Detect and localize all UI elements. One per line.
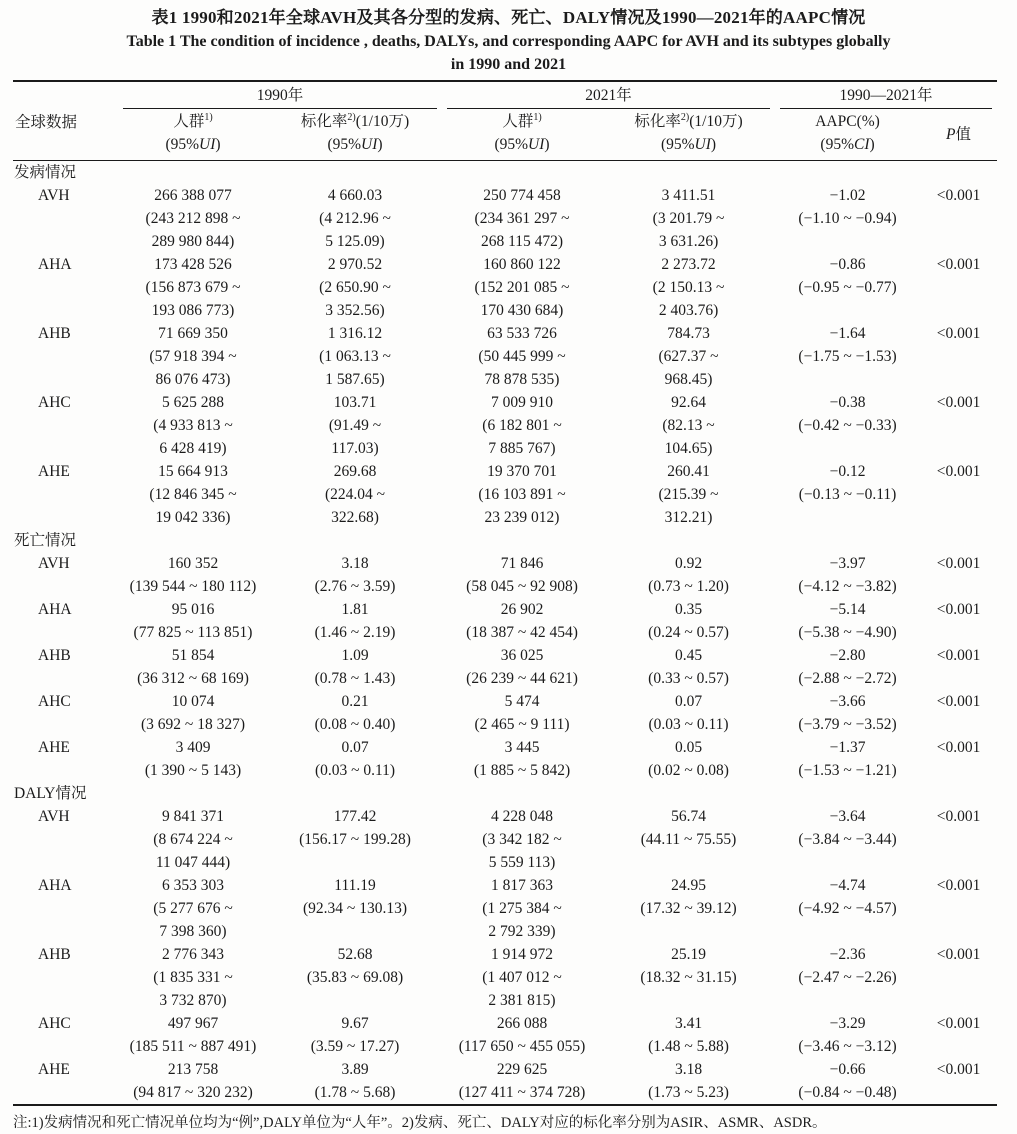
table-cell: <0.001 [936,1015,981,1032]
col-header-pop-1990: 人群$^{1)}$ (95%UI) [118,109,268,161]
table-cell: <0.001 [936,946,981,963]
table-cell: 103.71 (91.49 ~ 117.03) [328,394,382,457]
table-cell: 1.81 (1.46 ~ 2.19) [314,601,396,641]
table-row [13,460,997,529]
table-row [13,598,997,644]
section-label: 发病情况 [14,164,77,181]
col-header-pop-2021: 人群$^{1)}$ (95%UI) [442,109,602,161]
row-label: AHB [38,325,71,342]
table-cell: 0.92 (0.73 ~ 1.20) [648,555,729,595]
table-cell: 0.35 (0.24 ~ 0.57) [648,601,729,641]
table-cell: 0.45 (0.33 ~ 0.57) [648,647,729,687]
table-title-chinese: 表1 1990和2021年全球AVH及其各分型的发病、死亡、DALY情况及1990—2021年的AAPC情况 [151,8,866,27]
table-cell: <0.001 [936,739,981,756]
table-cell: 1 817 363 (1 275 384 ~ 2 792 339) [482,877,562,940]
table-cell: −0.38 (−0.42 ~ −0.33) [798,394,897,434]
table-footnote: 注:1)发病情况和死亡情况单位均为“例”,DALY单位为“人年”。2)发病、死亡、DALY对应的标化率分别为ASIR、ASMR、ASDR。 [13,1115,827,1131]
table-cell: 3.41 (1.48 ~ 5.88) [648,1015,729,1055]
table-cell: <0.001 [936,647,981,664]
table-cell: 260.41 (215.39 ~ 312.21) [658,463,719,526]
table-cell: 6 353 303 (5 277 676 ~ 7 398 360) [153,877,233,940]
row-label: AVH [38,808,70,825]
table-row [13,874,997,943]
table-cell: 1.09 (0.78 ~ 1.43) [314,647,396,687]
table-cell: 1 316.12 (1 063.13 ~ 1 587.65) [319,325,391,388]
table-cell: 213 758 (94 817 ~ 320 232) [133,1061,253,1101]
section-label: 死亡情况 [14,532,77,549]
table-cell: 51 854 (36 312 ~ 68 169) [137,647,249,687]
table-cell: 7 009 910 (6 182 801 ~ 7 885 767) [482,394,562,457]
section-row [13,161,997,185]
table-header [13,81,997,161]
table-cell: <0.001 [936,601,981,618]
table-row [13,1058,997,1105]
row-label: AHC [38,1015,71,1032]
table-cell: 3 445 (1 885 ~ 5 842) [473,739,571,779]
table-cell: 266 088 (117 650 ~ 455 055) [458,1015,586,1055]
table-cell: 71 669 350 (57 918 394 ~ 86 076 473) [149,325,237,388]
table-cell: 4 660.03 (4 212.96 ~ 5 125.09) [319,187,391,250]
group-header-1990-2021: 1990—2021年 [775,81,997,109]
table-title-english: Table 1 The condition of incidence , deaths, DALYs, and corresponding AAPC for AVH and its subtypes globally [126,33,891,50]
table-cell: 10 074 (3 692 ~ 18 327) [141,693,245,733]
row-label: AHE [38,739,70,756]
table-cell: <0.001 [936,325,981,342]
table-row [13,391,997,460]
section-label: DALY情况 [14,785,87,802]
table-cell: −3.64 (−3.84 ~ −3.44) [798,808,897,848]
table-row [13,1012,997,1058]
table-cell: 1 914 972 (1 407 012 ~ 2 381 815) [482,946,562,1009]
table-cell: −3.29 (−3.46 ~ −3.12) [798,1015,897,1055]
table-cell: 3 409 (1 390 ~ 5 143) [144,739,242,779]
col-header-pvalue: P值 [920,109,997,161]
table-cell: <0.001 [936,555,981,572]
table-cell: 3 411.51 (3 201.79 ~ 3 631.26) [652,187,725,250]
table-cell: 229 625 (127 411 ~ 374 728) [458,1061,586,1101]
table-cell: 19 370 701 (16 103 891 ~ 23 239 012) [478,463,566,526]
table-cell: 95 016 (77 825 ~ 113 851) [133,601,253,641]
table-cell: 9 841 371 (8 674 224 ~ 11 047 444) [153,808,233,871]
table-cell: 3.89 (1.78 ~ 5.68) [314,1061,396,1101]
row-label: AVH [38,555,70,572]
table-cell: 2 776 343 (1 835 331 ~ 3 732 870) [153,946,233,1009]
table-cell: 111.19 (92.34 ~ 130.13) [303,877,407,917]
table-cell: 9.67 (3.59 ~ 17.27) [310,1015,400,1055]
table-cell: −3.66 (−3.79 ~ −3.52) [798,693,897,733]
col-header-aapc: AAPC(%) (95%CI) [775,109,920,161]
data-table [13,80,997,1106]
table-row [13,322,997,391]
table-cell: 24.95 (17.32 ~ 39.12) [640,877,737,917]
stub-header: 全球数据 [13,81,118,161]
table-row [13,552,997,598]
table-cell: −1.02 (−1.10 ~ −0.94) [798,187,897,227]
row-label: AHA [38,601,72,618]
table-row [13,644,997,690]
table-cell: −2.80 (−2.88 ~ −2.72) [798,647,897,687]
table-cell: −5.14 (−5.38 ~ −4.90) [798,601,897,641]
table-cell: <0.001 [936,256,981,273]
table-row [13,805,997,874]
table-cell: 56.74 (44.11 ~ 75.55) [640,808,737,848]
row-label: AVH [38,187,70,204]
row-label: AHE [38,463,70,480]
row-label: AHB [38,647,71,664]
table-cell: <0.001 [936,1061,981,1078]
table-cell: −3.97 (−4.12 ~ −3.82) [798,555,897,595]
table-cell: 5 625 288 (4 933 813 ~ 6 428 419) [153,394,233,457]
table-row [13,184,997,253]
table-cell: −2.36 (−2.47 ~ −2.26) [798,946,897,986]
table-cell: −0.86 (−0.95 ~ −0.77) [798,256,897,296]
table-cell: 92.64 (82.13 ~ 104.65) [662,394,715,457]
table-cell: 0.07 (0.03 ~ 0.11) [314,739,396,779]
table-cell: <0.001 [936,877,981,894]
section-row [13,529,997,552]
group-header-2021: 2021年 [442,81,775,109]
table-cell: <0.001 [936,808,981,825]
table-cell: 2 970.52 (2 650.90 ~ 3 352.56) [319,256,391,319]
table-cell: 63 533 726 (50 445 999 ~ 78 878 535) [478,325,566,388]
row-label: AHB [38,946,71,963]
table-cell: 0.05 (0.02 ~ 0.08) [648,739,729,779]
table-cell: 5 474 (2 465 ~ 9 111) [474,693,570,733]
row-label: AHA [38,256,72,273]
table-cell: <0.001 [936,693,981,710]
table-cell: 160 352 (139 544 ~ 180 112) [129,555,257,595]
table-cell: 0.21 (0.08 ~ 0.40) [314,693,396,733]
col-header-rate-2021: 标化率$^{2)}$(1/10万) (95%UI) [602,109,775,161]
row-label: AHE [38,1061,70,1078]
table-cell: 497 967 (185 511 ~ 887 491) [129,1015,257,1055]
table-cell: 2 273.72 (2 150.13 ~ 2 403.76) [652,256,725,319]
table-cell: 52.68 (35.83 ~ 69.08) [306,946,404,986]
table-cell: 25.19 (18.32 ~ 31.15) [640,946,737,986]
row-label: AHA [38,877,72,894]
table-row [13,690,997,736]
table-cell: 3.18 (1.73 ~ 5.23) [648,1061,729,1101]
table-cell: −0.66 (−0.84 ~ −0.48) [798,1061,897,1101]
table-title-english-line2: in 1990 and 2021 [450,56,567,73]
table-cell: 71 846 (58 045 ~ 92 908) [466,555,578,595]
row-label: AHC [38,394,71,411]
row-label: AHC [38,693,71,710]
table-cell: 784.73 (627.37 ~ 968.45) [658,325,719,388]
table-cell: 26 902 (18 387 ~ 42 454) [466,601,578,641]
table-cell: 4 228 048 (3 342 182 ~ 5 559 113) [482,808,562,871]
col-header-rate-1990: 标化率$^{2)}$(1/10万) (95%UI) [268,109,442,161]
table-row [13,943,997,1012]
table-cell: 266 388 077 (243 212 898 ~ 289 980 844) [145,187,241,250]
table-cell: −4.74 (−4.92 ~ −4.57) [798,877,897,917]
table-cell: 250 774 458 (234 361 297 ~ 268 115 472) [474,187,570,250]
table-cell: −0.12 (−0.13 ~ −0.11) [798,463,897,503]
table-cell: 0.07 (0.03 ~ 0.11) [648,693,729,733]
table-cell: <0.001 [936,187,981,204]
table-cell: 173 428 526 (156 873 679 ~ 193 086 773) [145,256,241,319]
table-row [13,736,997,782]
table-cell: 177.42 (156.17 ~ 199.28) [299,808,411,848]
group-header-1990: 1990年 [118,81,442,109]
table-body [13,161,997,1106]
table-cell: 3.18 (2.76 ~ 3.59) [314,555,396,595]
table-cell: 269.68 (224.04 ~ 322.68) [324,463,386,526]
section-row [13,782,997,805]
table-cell: −1.37 (−1.53 ~ −1.21) [798,739,897,779]
table-cell: 36 025 (26 239 ~ 44 621) [466,647,578,687]
table-cell: 160 860 122 (152 201 085 ~ 170 430 684) [474,256,570,319]
table-cell: −1.64 (−1.75 ~ −1.53) [798,325,897,365]
table-cell: <0.001 [936,463,981,480]
table-cell: <0.001 [936,394,981,411]
table-row [13,253,997,322]
table-cell: 15 664 913 (12 846 345 ~ 19 042 336) [149,463,237,526]
